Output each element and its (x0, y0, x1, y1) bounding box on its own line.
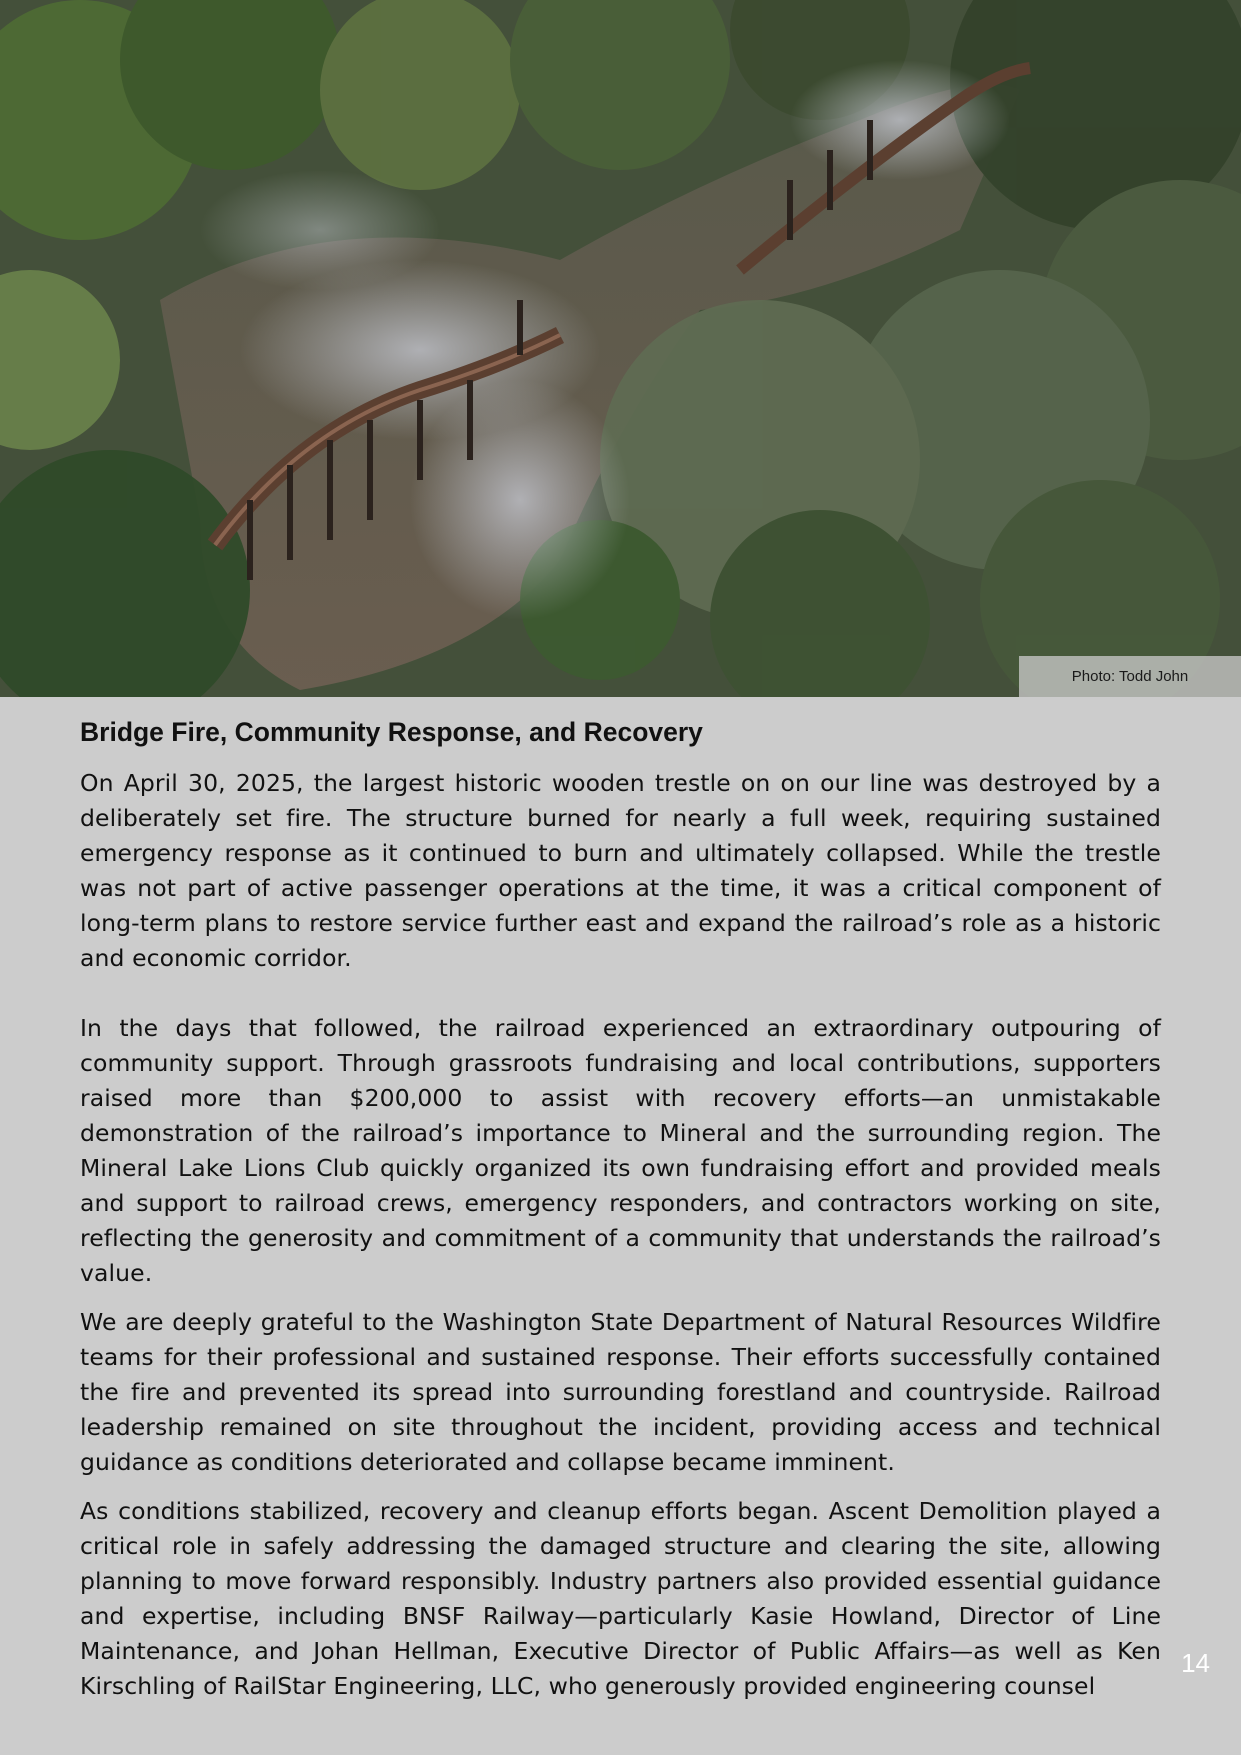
article-paragraph: We are deeply grateful to the Washington State Department of Natural Resources Wildfire teams for their professional and sustained response. Their efforts successfully contained the fire and prevented its spread into surrounding forestland and countryside. Railroad leadership remained on site throughout the incident, providing access and technical guidance as conditions deteriorated and collapse became imminent. (80, 1308, 1161, 1476)
article-title: Bridge Fire, Community Response, and Recovery (80, 717, 703, 747)
header-photo (0, 0, 1241, 697)
photo-credit: Photo: Todd John (1019, 656, 1241, 697)
article-paragraph: As conditions stabilized, recovery and cleanup efforts began. Ascent Demolition played a critical role in safely addressing the damaged structure and clearing the site, allowing planning to move forward responsibly. Industry partners also provided essential guidance and expertise, including BNSF Railway—particularly Kasie Howland, Director of Line Maintenance, and Johan Hellman, Executive Director of Public Affairs—as well as Ken Kirschling of RailStar Engineering, LLC, who generously provided engineering counsel (80, 1497, 1161, 1700)
aerial-forest-trestle-photo (0, 0, 1241, 697)
page-number: 14 (1181, 1648, 1210, 1678)
article (80, 712, 1161, 1704)
article-paragraph: On April 30, 2025, the largest historic wooden trestle on on our line was destroyed by a deliberately set fire. The structure burned for nearly a full week, requiring sustained emergency response as it continued to burn and ultimately collapsed. While the trestle was not part of active passenger operations at the time, it was a critical component of long-term plans to restore service further east and expand the railroad’s role as a historic and economic corridor. (80, 769, 1161, 972)
article-paragraph: In the days that followed, the railroad experienced an extraordinary outpouring of community support. Through grassroots fundraising and local contributions, supporters raised more than $200,000 to assist with recovery efforts—an unmistakable demonstration of the railroad’s importance to Mineral and the surrounding region. The Mineral Lake Lions Club quickly organized its own fundraising effort and provided meals and support to railroad crews, emergency responders, and contractors working on site, reflecting the generosity and commitment of a community that understands the railroad’s value. (80, 1014, 1161, 1287)
